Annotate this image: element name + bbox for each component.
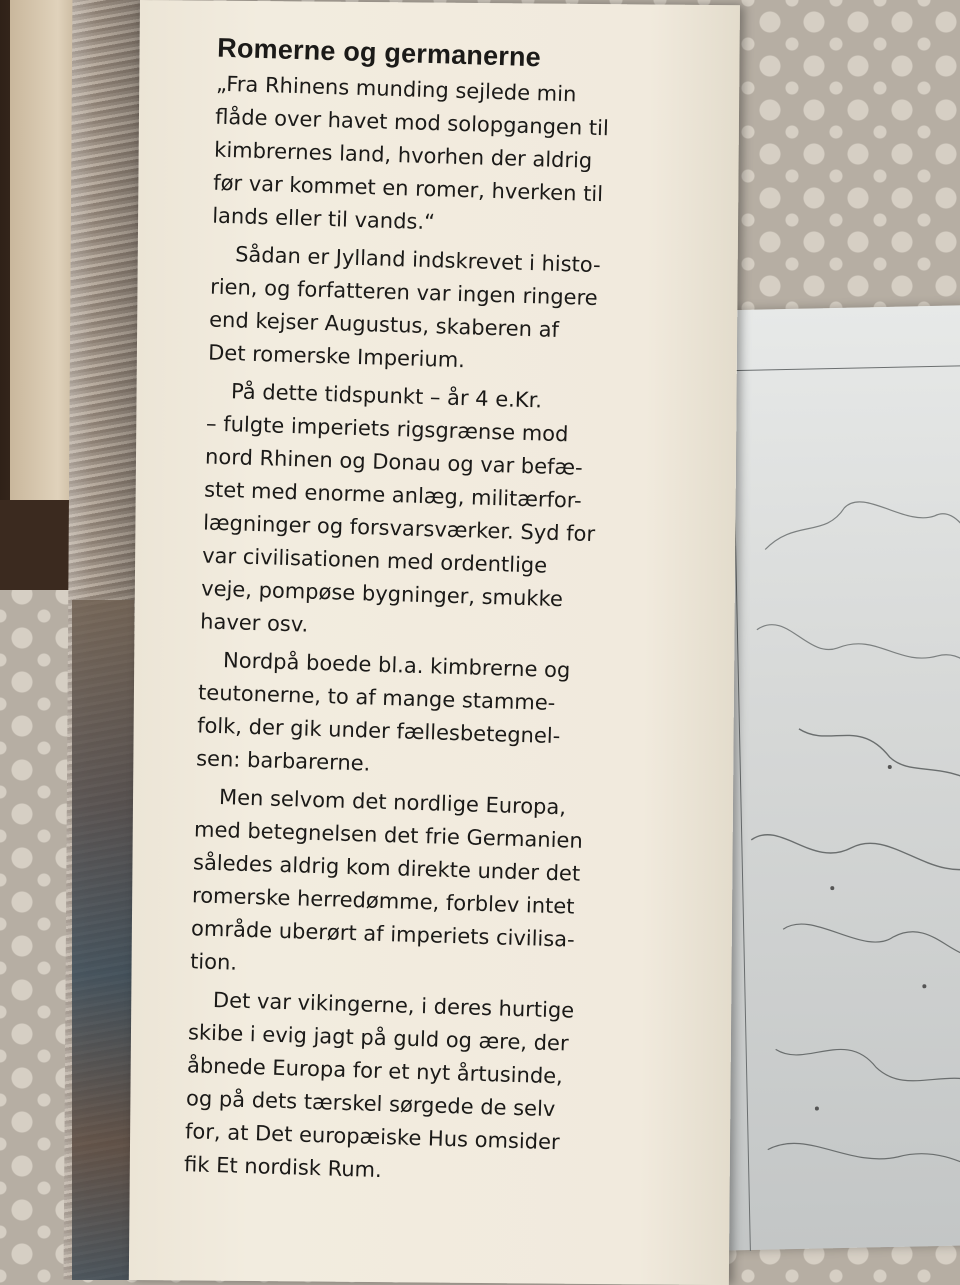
map-illustration [731,365,960,1250]
text-line: Men selvom det nordlige Europa, [218,785,567,820]
text-line: end kejser Augustus, skaberen af [208,307,560,342]
text-line: veje, pompøse bygninger, smukke [200,576,564,612]
text-line: for, at Det europæiske Hus omsider [184,1119,560,1155]
text-line: Det var vikingerne, i deres hurtige [212,987,575,1023]
text-line: skibe i evig jagt på guld og ære, der [187,1020,569,1056]
text-line: På dette tidspunkt – år 4 e.Kr. [230,379,543,413]
text-line: således aldrig kom direkte under det [192,850,581,886]
text-line: – fulgte imperiets rigsgrænse mod [205,411,569,447]
article-paragraph [184,983,630,1194]
text-line: tion. [189,949,238,975]
article-paragraph [212,68,657,246]
text-line: med betegnelsen det frie Germanien [193,817,584,853]
article-text-block [184,33,658,1195]
book-spine-artwork [72,600,134,1280]
article-paragraph [190,780,636,991]
text-line: flåde over havet mod solopgangen til [214,104,610,141]
text-line: område uberørt af imperiets civilisa- [190,916,576,952]
text-line: lægninger og forsvarsværker. Syd for [202,510,596,547]
text-line: før var kommet en romer, hverken til [212,170,604,207]
text-line: Sådan er Jylland indskrevet i histo- [234,242,602,278]
text-line: folk, der gik under fællesbetegnel- [196,713,561,749]
text-line: Det romerske Imperium. [207,340,466,373]
text-line: teutonerne, to af mange stamme- [197,680,556,715]
text-line: fik Et nordisk Rum. [183,1152,383,1183]
text-line: romerske herredømme, forblev intet [191,883,575,919]
text-line: nord Rhinen og Donau og var befæ- [204,444,584,480]
article-paragraph [196,643,640,788]
article-heading: Romerne og germanerne [216,32,542,73]
text-line: og på dets tærskel sørgede de selv [185,1086,556,1122]
text-line: sen: barbarerne. [195,746,371,776]
text-line: kimbrernes land, hvorhen der aldrig [213,137,593,173]
text-line: lands eller til vands.“ [211,203,436,235]
article-paragraph [200,375,648,652]
text-line: haver osv. [199,609,309,637]
text-line: „Fra Rhinens munding sejlede min [215,71,577,107]
article-paragraph [208,238,652,383]
bookmark-card [129,0,740,1285]
text-line: åbnede Europa for et nyt årtusinde, [186,1053,564,1089]
text-line: stet med enorme anlæg, militærfor- [203,477,583,513]
text-line: var civilisationen med ordentlige [201,543,548,578]
text-line: Nordpå boede bl.a. kimbrerne og [222,648,571,683]
text-line: rien, og forfatteren var ingen ringere [209,274,598,311]
